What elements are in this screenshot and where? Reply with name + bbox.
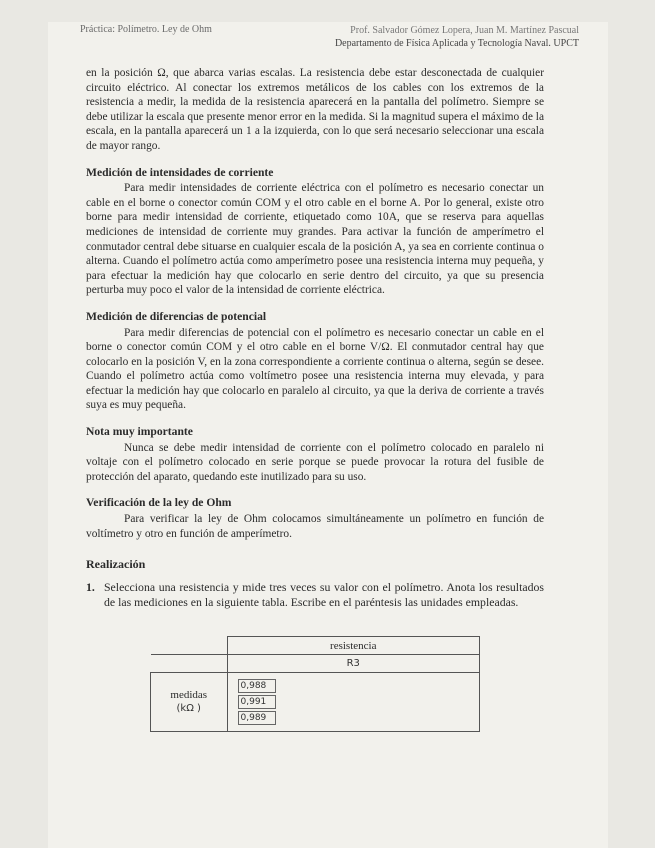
- header-authors: Prof. Salvador Gómez Lopera, Juan M. Martínez Pascual: [350, 25, 579, 36]
- realizacion-heading: Realización: [86, 557, 146, 572]
- table-header-resistencia: resistencia: [227, 637, 480, 655]
- measurements-label-cell: [151, 673, 228, 732]
- measurements-table: [150, 636, 480, 732]
- measurements-units: (kΩ ): [176, 703, 201, 714]
- list-item-number: 1.: [86, 579, 95, 594]
- measurement-value-3[interactable]: 0,989: [238, 711, 276, 725]
- measurement-value-2[interactable]: 0,991: [238, 695, 276, 709]
- header-department: Departamento de Física Aplicada y Tecnología Naval. UPCT: [334, 38, 579, 49]
- table-header-row: [151, 637, 480, 655]
- list-item: [86, 580, 544, 610]
- section-heading-ohm: Verificación de la ley de Ohm: [86, 496, 232, 510]
- section-heading-potencial: Medición de diferencias de potencial: [86, 309, 267, 323]
- measurements-values-cell: [227, 673, 480, 732]
- header-course-line: Práctica: Polímetro. Ley de Ohm: [80, 24, 212, 35]
- resistor-label: R3: [227, 655, 480, 673]
- table-empty-cell: [151, 637, 228, 655]
- section-body-ohm: Para verificar la ley de Ohm colocamos simultáneamente un polímetro en función de voltímetro y otro en función de amperímetro.: [86, 513, 544, 540]
- header-authors-block: [335, 24, 579, 50]
- table-empty-cell: [151, 655, 228, 673]
- document-body: [86, 66, 544, 610]
- table-measurements-row: [151, 673, 480, 732]
- table-resistor-row: [151, 655, 480, 673]
- section-heading-nota: Nota muy importante: [86, 425, 193, 439]
- section-body-nota: Nunca se debe medir intensidad de corriente con el polímetro colocado en paralelo ni voltaje con el polímetro colocado en serie porque se puede provocar la rotura del fusible de protección del aparato, quedando este inutilizado para su uso.: [86, 441, 544, 483]
- section-heading-intensidades: Medición de intensidades de corriente: [86, 165, 274, 179]
- measurement-value-1[interactable]: 0,988: [238, 679, 276, 693]
- measurements-label: medidas: [170, 689, 208, 701]
- section-body-intensidades: Para medir intensidades de corriente eléctrica con el polímetro es necesario conectar un cable en el borne o conector común COM y el otro cable en el borne A. Por lo general, existe otro borne para medir intensidad de corriente, etiquetado como 10A, que se reserva para aquellas mediciones de intensidad de corriente muy grandes. Para activar la función de amperímetro el conmutador central debe situarse en cualquier escala de la posición A, ya sea en corriente continua o alterna. Cuando el polímetro actúa como amperímetro posee una resistencia interna muy pequeña, y para efectuar la medición hay que colocarlo en serie dentro del circuito, ya que su presencia perturba muy poco el valor de la intensidad de corriente eléctrica.: [86, 182, 544, 297]
- intro-paragraph: en la posición Ω, que abarca varias escalas. La resistencia debe estar desconectada de cualquier circuito eléctrico. Al conectar los extremos metálicos de los cables con los extremos de la resistencia a medir, la medida de la resistencia aparecerá en la pantalla del polímetro. Siempre se debe utilizar la escala que presente menor error en la medida. Si la magnitud supera el máximo de la escala, en la pantalla aparecerá un 1 a la izquierda, con lo que será necesario seleccionar una escala de mayor rango.: [86, 67, 544, 152]
- list-item-text: Selecciona una resistencia y mide tres veces su valor con el polímetro. Anota los resultados de las mediciones en la siguiente tabla. Escribe en el paréntesis las unidades empleadas.: [104, 579, 544, 609]
- section-body-potencial: Para medir diferencias de potencial con el polímetro es necesario conectar un cable en el borne o conector común COM y el otro cable en el borne V/Ω. El conmutador central hay que colocarlo en la posición V, en la zona correspondiente a corriente continua o alterna, según se desee. Cuando el polímetro actúa como voltímetro posee una resistencia interna muy elevada, y para efectuar la medición hay que colocarlo en paralelo al circuito, ya que la deriva de corriente a través suya es muy pequeña.: [86, 326, 544, 412]
